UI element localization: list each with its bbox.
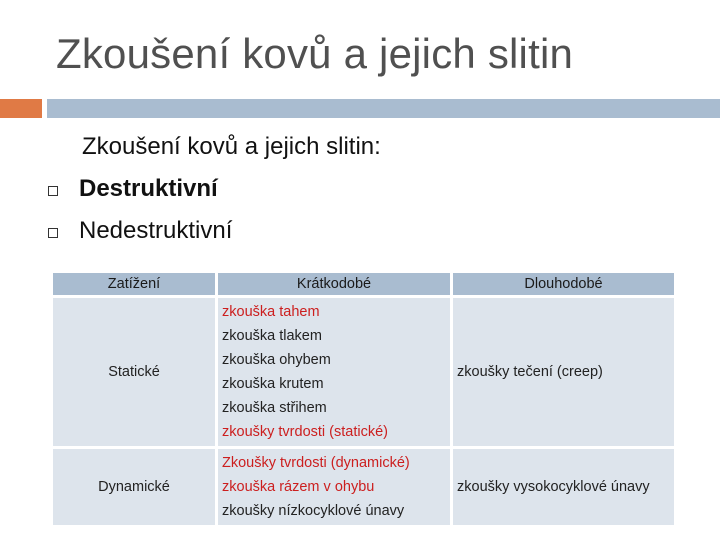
test-item: zkouška střihem	[222, 400, 327, 416]
header-long-term: Dlouhodobé	[453, 273, 674, 295]
bullet-item-destructive	[48, 173, 218, 205]
test-item: zkouška rázem v ohybu	[222, 479, 375, 495]
header-load: Zatížení	[53, 273, 215, 295]
slide-title: Zkoušení kovů a jejich slitin	[56, 30, 574, 77]
bullet-label: Nedestruktivní	[79, 217, 233, 244]
test-list	[222, 300, 446, 444]
test-item: zkouška ohybem	[222, 352, 331, 368]
intro-text: Zkoušení kovů a jejich slitin:	[82, 133, 381, 160]
square-bullet-icon	[48, 228, 58, 238]
header-short-term: Krátkodobé	[218, 273, 450, 295]
accent-bar	[0, 99, 42, 118]
row-label-dynamic: Dynamické	[53, 449, 215, 525]
bullet-item-nondestructive	[48, 215, 232, 247]
cell-dynamic-long-term: zkoušky vysokocyklové únavy	[453, 449, 674, 525]
test-item: zkoušky tvrdosti (statické)	[222, 424, 388, 440]
test-item: zkouška krutem	[222, 376, 324, 392]
tests-table	[50, 270, 677, 528]
test-item: zkouška tahem	[222, 304, 320, 320]
cell-static-long-term: zkoušky tečení (creep)	[453, 298, 674, 446]
table-row	[53, 298, 674, 446]
title-underline-bar	[47, 99, 720, 118]
test-item: zkouška tlakem	[222, 328, 322, 344]
cell-static-short-term	[218, 298, 450, 446]
square-bullet-icon	[48, 186, 58, 196]
bullet-label: Destruktivní	[79, 175, 218, 202]
table-header-row	[53, 273, 674, 295]
table-row	[53, 449, 674, 525]
test-list	[222, 451, 446, 523]
test-item: zkoušky nízkocyklové únavy	[222, 503, 405, 519]
test-item: Zkoušky tvrdosti (dynamické)	[222, 455, 410, 471]
cell-dynamic-short-term	[218, 449, 450, 525]
row-label-static: Statické	[53, 298, 215, 446]
